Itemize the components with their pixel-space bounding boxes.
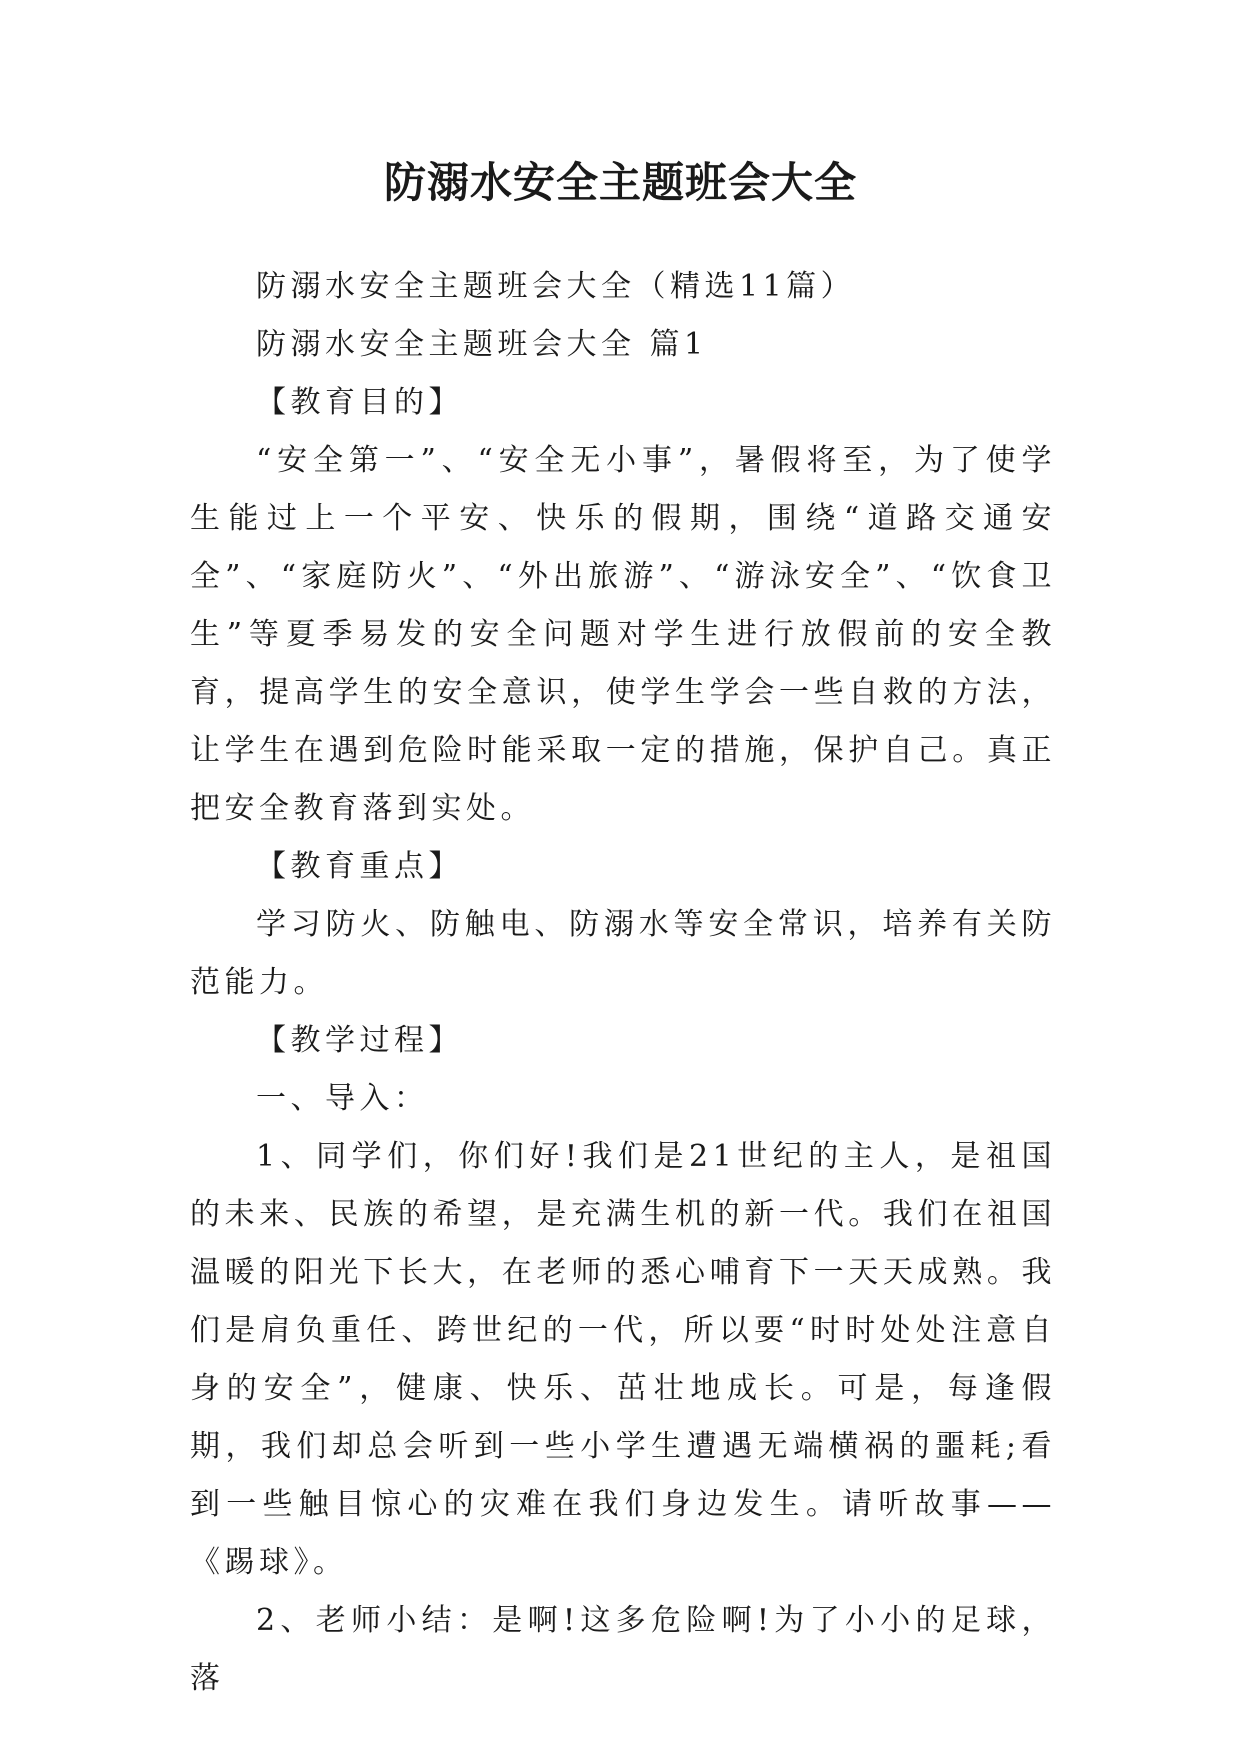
document-body <box>190 258 1056 1708</box>
paragraph-purpose: “安全第一”、“安全无小事”，暑假将至，为了使学生能过上一个平安、快乐的假期，围绕“道路交通安全”、“家庭防火”、“外出旅游”、“游泳安全”、“饮食卫生”等夏季易发的安全问题对学生进行放假前的安全教育，提高学生的安全意识，使学生学会一些自救的方法，让学生在遇到危险时能采取一定的措施，保护自己。真正把安全教育落到实处。 <box>190 443 1056 826</box>
paragraph-item-1: 1、同学们，你们好!我们是21世纪的主人，是祖国的未来、民族的希望，是充满生机的新一代。我们在祖国温暖的阳光下长大，在老师的悉心哺育下一天天成熟。我们是肩负重任、跨世纪的一代，所以要“时时处处注意自身的安全”，健康、快乐、茁壮地成长。可是，每逢假期，我们却总会听到一些小学生遭遇无端横祸的噩耗;看到一些触目惊心的灾难在我们身边发生。请听故事——《踢球》。 <box>190 1139 1056 1580</box>
bracket-heading-process: 【教学过程】 <box>256 1023 463 1058</box>
section-heading: 防溺水安全主题班会大全 篇1 <box>256 327 708 362</box>
paragraph-intro-heading: 一、导入： <box>256 1081 429 1116</box>
document-title: 防溺水安全主题班会大全 <box>383 158 857 207</box>
paragraph-focus: 学习防火、防触电、防溺水等安全常识，培养有关防范能力。 <box>190 907 1056 1000</box>
bracket-heading-purpose: 【教育目的】 <box>256 385 463 420</box>
bracket-heading-focus: 【教育重点】 <box>256 849 463 884</box>
paragraph-item-2: 2、老师小结：是啊!这多危险啊!为了小小的足球，落 <box>190 1603 1056 1696</box>
subtitle-paragraph: 防溺水安全主题班会大全（精选11篇） <box>256 269 856 304</box>
